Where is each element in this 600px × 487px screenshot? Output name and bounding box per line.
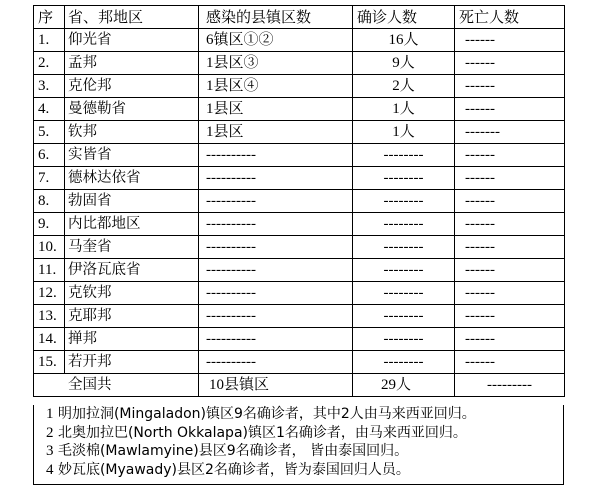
row-deaths: ------ [455, 259, 565, 282]
header-no: 序 [34, 6, 65, 29]
header-deaths: 死亡人数 [455, 6, 565, 29]
row-towns: ---------- [199, 351, 353, 374]
total-label: 全国共 [34, 374, 199, 397]
table-row [34, 98, 565, 121]
row-deaths: ------ [455, 52, 565, 75]
row-confirmed: -------- [353, 144, 455, 167]
header-confirmed: 确诊人数 [353, 6, 455, 29]
footnote-line [34, 442, 563, 461]
row-region: 实皆省 [65, 144, 199, 167]
row-deaths: ------ [455, 282, 565, 305]
row-towns: 1县区 [199, 121, 353, 144]
row-number: 13. [34, 305, 65, 328]
row-number: 4. [34, 98, 65, 121]
row-confirmed: -------- [353, 213, 455, 236]
row-region: 掸邦 [65, 328, 199, 351]
covid-cases-table [33, 5, 565, 397]
row-towns: ---------- [199, 328, 353, 351]
row-deaths: ------ [455, 305, 565, 328]
row-confirmed: 16人 [353, 29, 455, 52]
row-confirmed: -------- [353, 167, 455, 190]
total-row [34, 374, 565, 397]
row-region: 曼德勒省 [65, 98, 199, 121]
row-confirmed: -------- [353, 190, 455, 213]
table-header-row [34, 6, 565, 29]
footnote-text: 北奥加拉巴(North Okkalapa)镇区1名确诊者，由马来西亚回归。 [57, 424, 467, 441]
row-region: 克耶邦 [65, 305, 199, 328]
row-number: 7. [34, 167, 65, 190]
row-confirmed: -------- [353, 328, 455, 351]
row-region: 若开邦 [65, 351, 199, 374]
table-row [34, 75, 565, 98]
row-number: 14. [34, 328, 65, 351]
table-row [34, 121, 565, 144]
row-region: 马奎省 [65, 236, 199, 259]
table-row [34, 167, 565, 190]
footnote-number: 3 [46, 443, 54, 459]
table-row [34, 144, 565, 167]
table-row [34, 328, 565, 351]
table-row [34, 29, 565, 52]
total-deaths: --------- [455, 374, 565, 397]
footnote-line [34, 405, 563, 424]
footnote-text: 明加拉洞(Mingaladon)镇区9名确诊者，其中2人由马来西亚回归。 [57, 406, 476, 422]
row-towns: ---------- [199, 236, 353, 259]
table-row [34, 282, 565, 305]
row-towns: ---------- [199, 144, 353, 167]
row-towns: 6镇区①② [199, 29, 353, 52]
row-confirmed: -------- [353, 305, 455, 328]
row-region: 勃固省 [65, 190, 199, 213]
row-number: 1. [34, 29, 65, 52]
row-confirmed: -------- [353, 259, 455, 282]
table-row [34, 190, 565, 213]
row-confirmed: 1人 [353, 121, 455, 144]
row-deaths: ------- [455, 121, 565, 144]
row-deaths: ------ [455, 167, 565, 190]
row-towns: 1县区④ [199, 75, 353, 98]
row-region: 德林达依省 [65, 167, 199, 190]
footnote-line [34, 461, 563, 480]
row-towns: ---------- [199, 305, 353, 328]
table-row [34, 351, 565, 374]
table-row [34, 305, 565, 328]
row-deaths: ------ [455, 98, 565, 121]
table-row [34, 236, 565, 259]
row-number: 12. [34, 282, 65, 305]
row-number: 11. [34, 259, 65, 282]
row-region: 克伦邦 [65, 75, 199, 98]
row-towns: 1县区③ [199, 52, 353, 75]
row-towns: 1县区 [199, 98, 353, 121]
row-deaths: ------ [455, 328, 565, 351]
total-towns: 10县镇区 [199, 374, 353, 397]
row-number: 3. [34, 75, 65, 98]
row-confirmed: -------- [353, 236, 455, 259]
row-confirmed: -------- [353, 351, 455, 374]
row-deaths: ------ [455, 75, 565, 98]
row-number: 8. [34, 190, 65, 213]
row-towns: ---------- [199, 282, 353, 305]
row-towns: ---------- [199, 213, 353, 236]
row-towns: ---------- [199, 190, 353, 213]
row-confirmed: -------- [353, 282, 455, 305]
row-deaths: ------ [455, 29, 565, 52]
table-row [34, 213, 565, 236]
row-region: 钦邦 [65, 121, 199, 144]
table-row [34, 52, 565, 75]
footnote-number: 1 [46, 406, 54, 422]
row-deaths: ------ [455, 236, 565, 259]
table-row [34, 259, 565, 282]
header-region: 省、邦地区 [65, 6, 199, 29]
row-towns: ---------- [199, 167, 353, 190]
row-towns: ---------- [199, 259, 353, 282]
row-region: 克钦邦 [65, 282, 199, 305]
row-number: 15. [34, 351, 65, 374]
footnote-number: 4 [46, 461, 54, 478]
row-confirmed: 2人 [353, 75, 455, 98]
row-confirmed: 1人 [353, 98, 455, 121]
row-number: 5. [34, 121, 65, 144]
row-deaths: ------ [455, 190, 565, 213]
row-deaths: ------ [455, 144, 565, 167]
row-region: 伊洛瓦底省 [65, 259, 199, 282]
row-region: 孟邦 [65, 52, 199, 75]
footnote-line [34, 424, 563, 443]
row-confirmed: 9人 [353, 52, 455, 75]
row-region: 内比都地区 [65, 213, 199, 236]
footnote-text: 妙瓦底(Myawady)县区2名确诊者，皆为泰国回归人员。 [57, 461, 410, 478]
row-region: 仰光省 [65, 29, 199, 52]
footnotes [33, 405, 564, 485]
header-towns: 感染的县镇区数 [199, 6, 353, 29]
row-number: 2. [34, 52, 65, 75]
row-deaths: ------ [455, 213, 565, 236]
row-number: 6. [34, 144, 65, 167]
row-number: 9. [34, 213, 65, 236]
footnote-text: 毛淡棉(Mawlamyine)县区9名确诊者， 皆由泰国回归。 [57, 443, 409, 459]
row-deaths: ------ [455, 351, 565, 374]
total-confirmed: 29人 [353, 374, 455, 397]
footnote-number: 2 [46, 424, 54, 441]
row-number: 10. [34, 236, 65, 259]
